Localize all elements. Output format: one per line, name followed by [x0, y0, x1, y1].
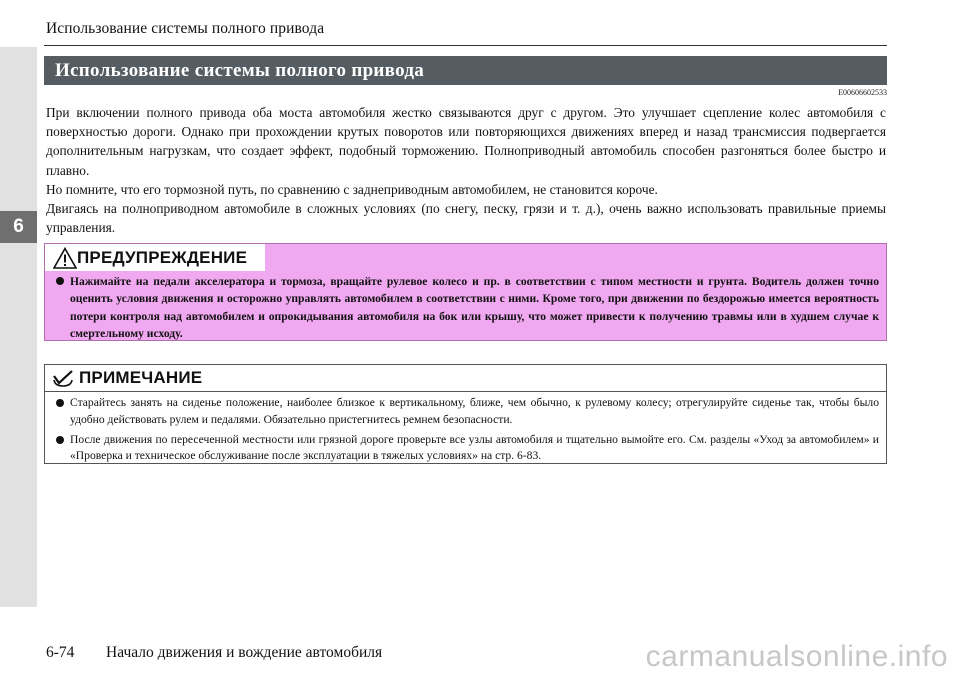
note-check-icon [52, 369, 74, 387]
section-code: E00606602533 [838, 88, 887, 97]
note-box [44, 364, 887, 464]
bullet-icon [56, 399, 64, 407]
body-text [46, 103, 886, 237]
running-head: Использование системы полного привода [46, 20, 325, 37]
warning-title: ПРЕДУПРЕЖДЕНИЕ [77, 248, 248, 267]
side-strip [0, 47, 37, 607]
body-paragraph: Двигаясь на полноприводном автомобиле в сложных условиях (по снегу, песку, грязи и т. д.), очень важно использовать правильные приемы управления. [46, 201, 886, 236]
chapter-tab: 6 [0, 211, 37, 243]
warning-triangle-icon [53, 247, 77, 269]
body-paragraph: При включении полного привода оба моста автомобиля жестко связываются друг с другом. Это улучшает сцепление колес автомобиля с поверхностью дороги. Однако при прохождении крутых поворотов или повторяющихся движениях вперед и назад трансмиссия подвергается дополнительным нагрузкам, что создает эффект, подобный торможению. Полноприводный автомобиль способен разгоняться более быстро и плавно. [46, 105, 886, 178]
warning-item [55, 273, 879, 343]
bullet-icon [56, 436, 64, 444]
body-paragraph: Но помните, что его тормозной путь, по сравнению с заднеприводным автомобилем, не становится короче. [46, 181, 658, 197]
note-title: ПРИМЕЧАНИЕ [79, 368, 203, 387]
page-number: 6-74 [46, 644, 75, 661]
header-rule [44, 45, 887, 46]
note-item [55, 432, 879, 466]
bullet-icon [56, 277, 64, 285]
warning-header [45, 244, 265, 271]
note-header [45, 365, 886, 392]
note-item [55, 395, 879, 429]
note-text: После движения по пересеченной местности или грязной дороге проверьте все узлы автомобиля и тщательно вымойте его. См. разделы «Уход за автомобилем» и «Проверка и техническое обслуживание после эксплуатации в тяжелых условиях» на стр. 6-83. [70, 432, 879, 463]
note-list [55, 395, 879, 468]
note-text: Старайтесь занять на сиденье положение, наиболее близкое к вертикальному, ближе, чем обычно, к рулевому колесу; отрегулируйте сиденье так, чтобы было удобно действовать рулем и педалями. Обязательно пристегнитесь ремнем безопасности. [70, 396, 879, 426]
warning-text: Нажимайте на педали акселератора и тормоза, вращайте рулевое колесо и пр. в соответствии с типом местности и грунта. Водитель должен точно оценить условия движения и осторожно управлять автомобилем в соответствии с ними. Кроме того, при движении по бездорожью имеется вероятность потери контроля над автомобилем и опрокидывания автомобиля на бок или крышу, что может привести к получению травмы или в худшем случае к смертельному исходу. [70, 275, 879, 341]
footer-title: Начало движения и вождение автомобиля [106, 644, 383, 661]
watermark: carmanualsonline.info [645, 640, 948, 673]
warning-box [44, 243, 887, 341]
section-title: Использование системы полного привода [44, 56, 887, 85]
